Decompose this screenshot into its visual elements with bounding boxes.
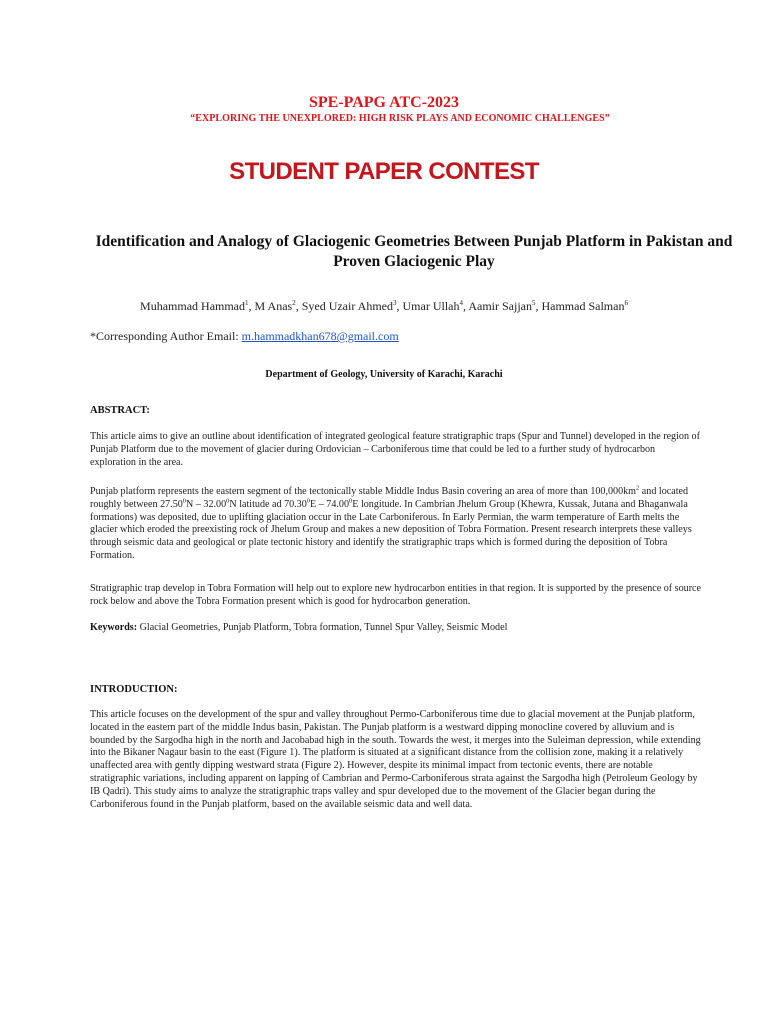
author-affiliation-mark: 6 bbox=[624, 299, 628, 307]
introduction-paragraph: This article focuses on the development of the spur and valley throughout Permo-Carboniferous time due to glacial movement at the Punjab platform, located in the eastern part of the middle Indus basin, Pakistan. The Punjab platform is a westward dipping monocline covered by alluvium and is bounded by the Sargodha high in the north and Jacobabad high in the south. Towards the west, it merges into the Suleiman depression, while extending into the Bikaner Nagaur basin to the east (Figure 1). The platform is situated at a significant distance from the collision zone, making it a relatively unaffected area with gently dipping westward strata (Figure 2). However, despite its minimal impact from tectonic events, there are notable stratigraphic variations, including apparent on lapping of Cambrian and Permo-Carboniferous strata against the Sargodha high (Petroleum Geology by IB Qadri). This study aims to analyze the stratigraphic traps valley and spur developed due to the movement of the Glacier began during the Carboniferous found in the Punjab platform, based on the available seismic data and well data. bbox=[90, 709, 701, 810]
author-affiliation-mark: 2 bbox=[292, 299, 296, 307]
author-affiliation-mark: 3 bbox=[393, 299, 397, 307]
abstract-paragraph: This article aims to give an outline about identification of integrated geological feature stratigraphic traps (Spur and Tunnel) developed in the region of Punjab Platform due to the movement of glacier during Ordovician – Carboniferous time that could be led to a further study of hydrocarbon exploration in the area. bbox=[90, 431, 700, 468]
degree-mark: 0 bbox=[226, 497, 230, 505]
conference-title: SPE-PAPG ATC-2023 bbox=[308, 94, 460, 111]
author-name: Umar Ullah bbox=[402, 299, 460, 313]
paper-title: Identification and Analogy of Glaciogenic Geometries Between Punjab Platform in Pakistan and Proven Glaciogenic Play bbox=[95, 233, 733, 270]
author-separator: , bbox=[248, 299, 255, 313]
author-separator: , bbox=[295, 299, 302, 313]
author-separator: , bbox=[535, 299, 542, 313]
author-name: M Anas bbox=[254, 299, 293, 313]
superscript: 2 bbox=[636, 484, 640, 492]
corresponding-label: *Corresponding Author Email: bbox=[90, 329, 242, 343]
degree-mark: 0 bbox=[306, 497, 311, 505]
keywords-list: Glacial Geometries, Punjab Platform, Tobra formation, Tunnel Spur Valley, Seismic Model bbox=[137, 622, 508, 633]
text-segment: Punjab platform represents the eastern segment of the tectonically stable Middle Indus Basin covering an area of more than 100,000km bbox=[90, 486, 637, 497]
author-name: Hammad Salman bbox=[541, 299, 625, 313]
author-name: Syed Uzair Ahmed bbox=[301, 299, 393, 313]
author-affiliation-mark: 5 bbox=[531, 299, 536, 307]
author-list bbox=[0, 299, 768, 314]
email-link[interactable]: m.hammadkhan678@gmail.com bbox=[241, 329, 399, 343]
author-name: Muhammad Hammad bbox=[140, 299, 246, 313]
text-segment: N – 32.00 bbox=[186, 498, 227, 510]
affiliation-department: Department of Geology, University of Karachi, Karachi bbox=[265, 369, 503, 380]
text-segment: E longitude. In Cambrian Jhelum Group (Khewra, Kussak, Jutana and Bhaganwala formations) was deposited, due to uplifting glaciation occur in the Late Carboniferous. In Early Permian, the warm temperature of Earth melts the glacier which eroded the preexisting rock of Jhelum Group and makes a new deposition of Tobra Formation. Present research interprets these valleys through seismic data and geological or plate tectonic history and identify the stratigraphic traps which is formed during the deposition of Tobra Formation. bbox=[90, 498, 692, 561]
author-separator: , bbox=[396, 299, 403, 313]
degree-mark: 0 bbox=[349, 497, 353, 505]
corresponding-author bbox=[90, 329, 399, 344]
author-name: Aamir Sajjan bbox=[468, 299, 532, 313]
text-segment: N latitude ad 70.30 bbox=[229, 498, 307, 510]
keywords-label: Keywords: bbox=[90, 622, 138, 633]
abstract-heading: ABSTRACT: bbox=[90, 405, 150, 416]
conference-theme: “EXPLORING THE UNEXPLORED: HIGH RISK PLAYS AND ECONOMIC CHALLENGES” bbox=[190, 113, 610, 124]
text-segment: E – 74.00 bbox=[310, 498, 350, 510]
contest-heading: STUDENT PAPER CONTEST bbox=[229, 158, 539, 185]
author-separator: , bbox=[462, 299, 469, 313]
keywords-line bbox=[90, 622, 702, 633]
author-affiliation-mark: 4 bbox=[459, 299, 463, 307]
abstract-paragraph bbox=[90, 486, 702, 563]
text-segment: and located roughly between 27.50 bbox=[90, 486, 689, 510]
abstract-paragraph: Stratigraphic trap develop in Tobra Formation will help out to explore new hydrocarbon entities in that region. It is supported by the presence of source rock below and above the Tobra Formation present which is good for hydrocarbon generation. bbox=[90, 583, 702, 607]
introduction-heading: INTRODUCTION: bbox=[90, 684, 178, 695]
degree-mark: 0 bbox=[182, 497, 187, 505]
author-affiliation-mark: 1 bbox=[245, 299, 249, 307]
